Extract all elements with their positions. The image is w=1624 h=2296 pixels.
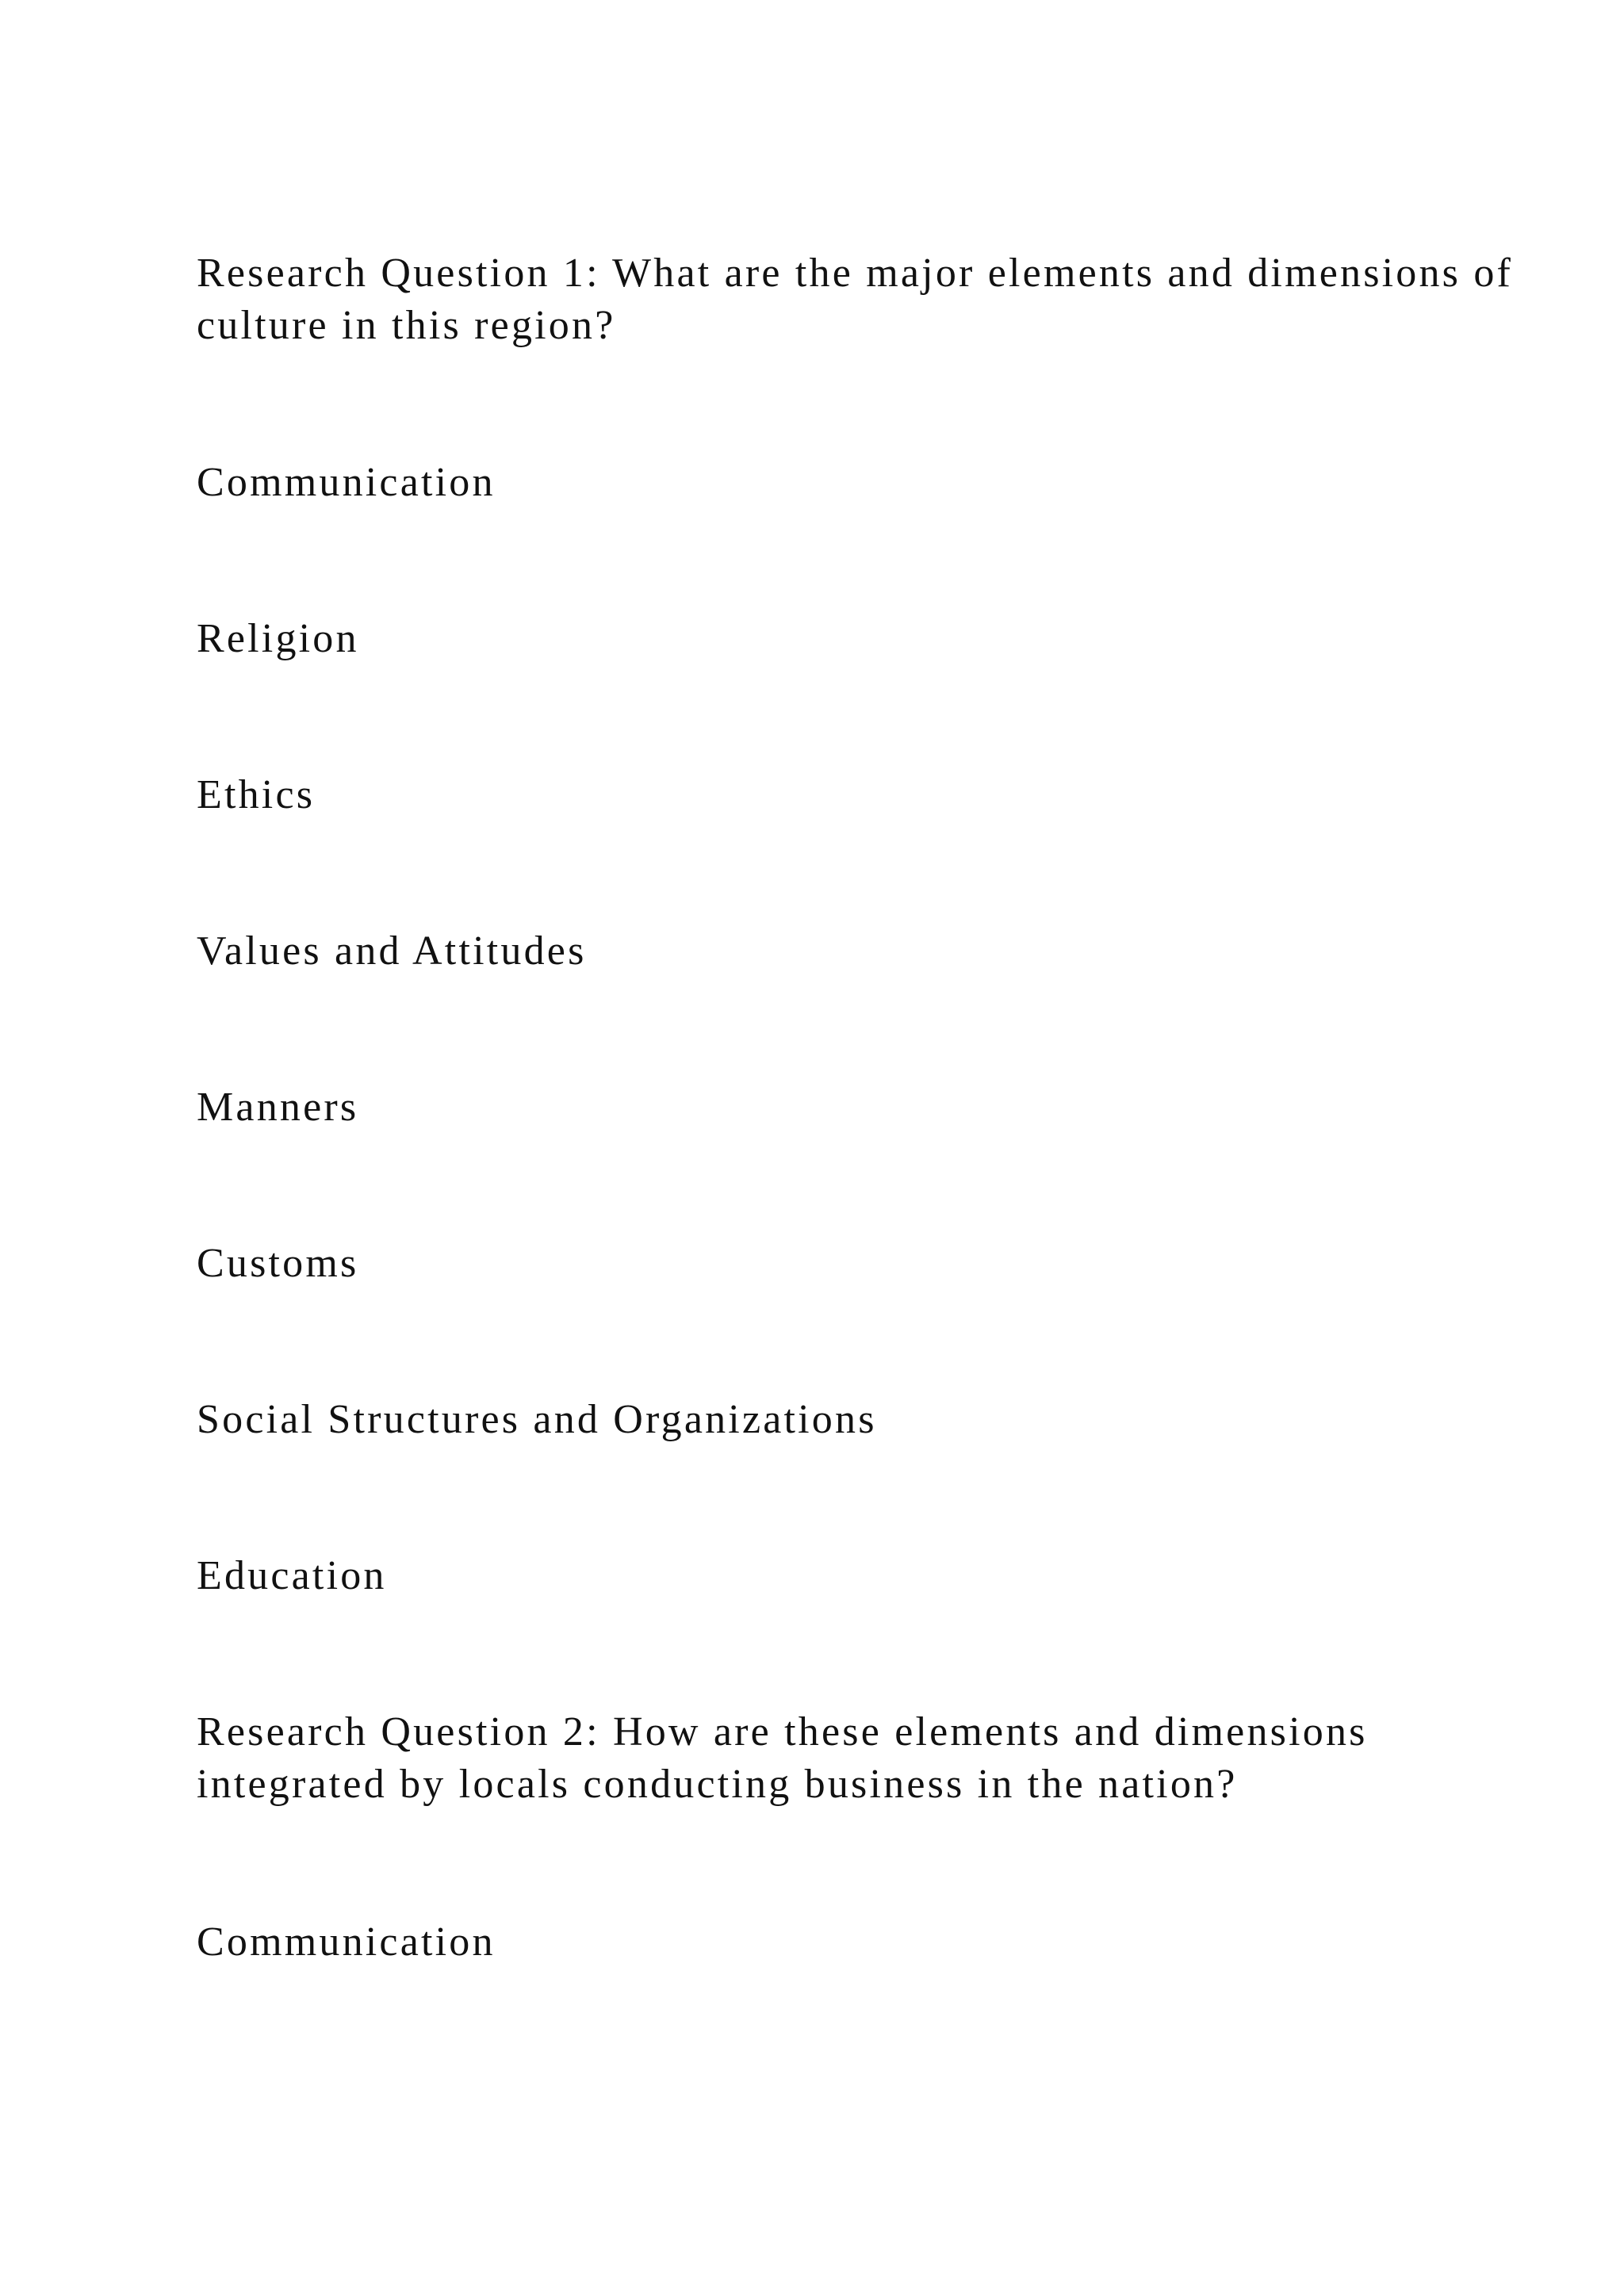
list-item-communication-2: Communication [197, 1919, 496, 1965]
list-item-ethics: Ethics [197, 772, 316, 817]
list-item-customs: Customs [197, 1241, 359, 1286]
list-item-values-and-attitudes: Values and Attitudes [197, 928, 587, 974]
list-item-manners: Manners [197, 1085, 359, 1130]
list-item-social-structures: Social Structures and Organizations [197, 1397, 877, 1442]
list-item-religion: Religion [197, 616, 359, 661]
list-item-communication: Communication [197, 460, 496, 505]
research-question-2: Research Question 2: How are these elements and dimensions integrated by locals conducting business in the nation? [197, 1709, 1368, 1807]
list-item-education: Education [197, 1553, 387, 1598]
research-question-1: Research Question 1: What are the major elements and dimensions of culture in this region? [197, 251, 1514, 348]
